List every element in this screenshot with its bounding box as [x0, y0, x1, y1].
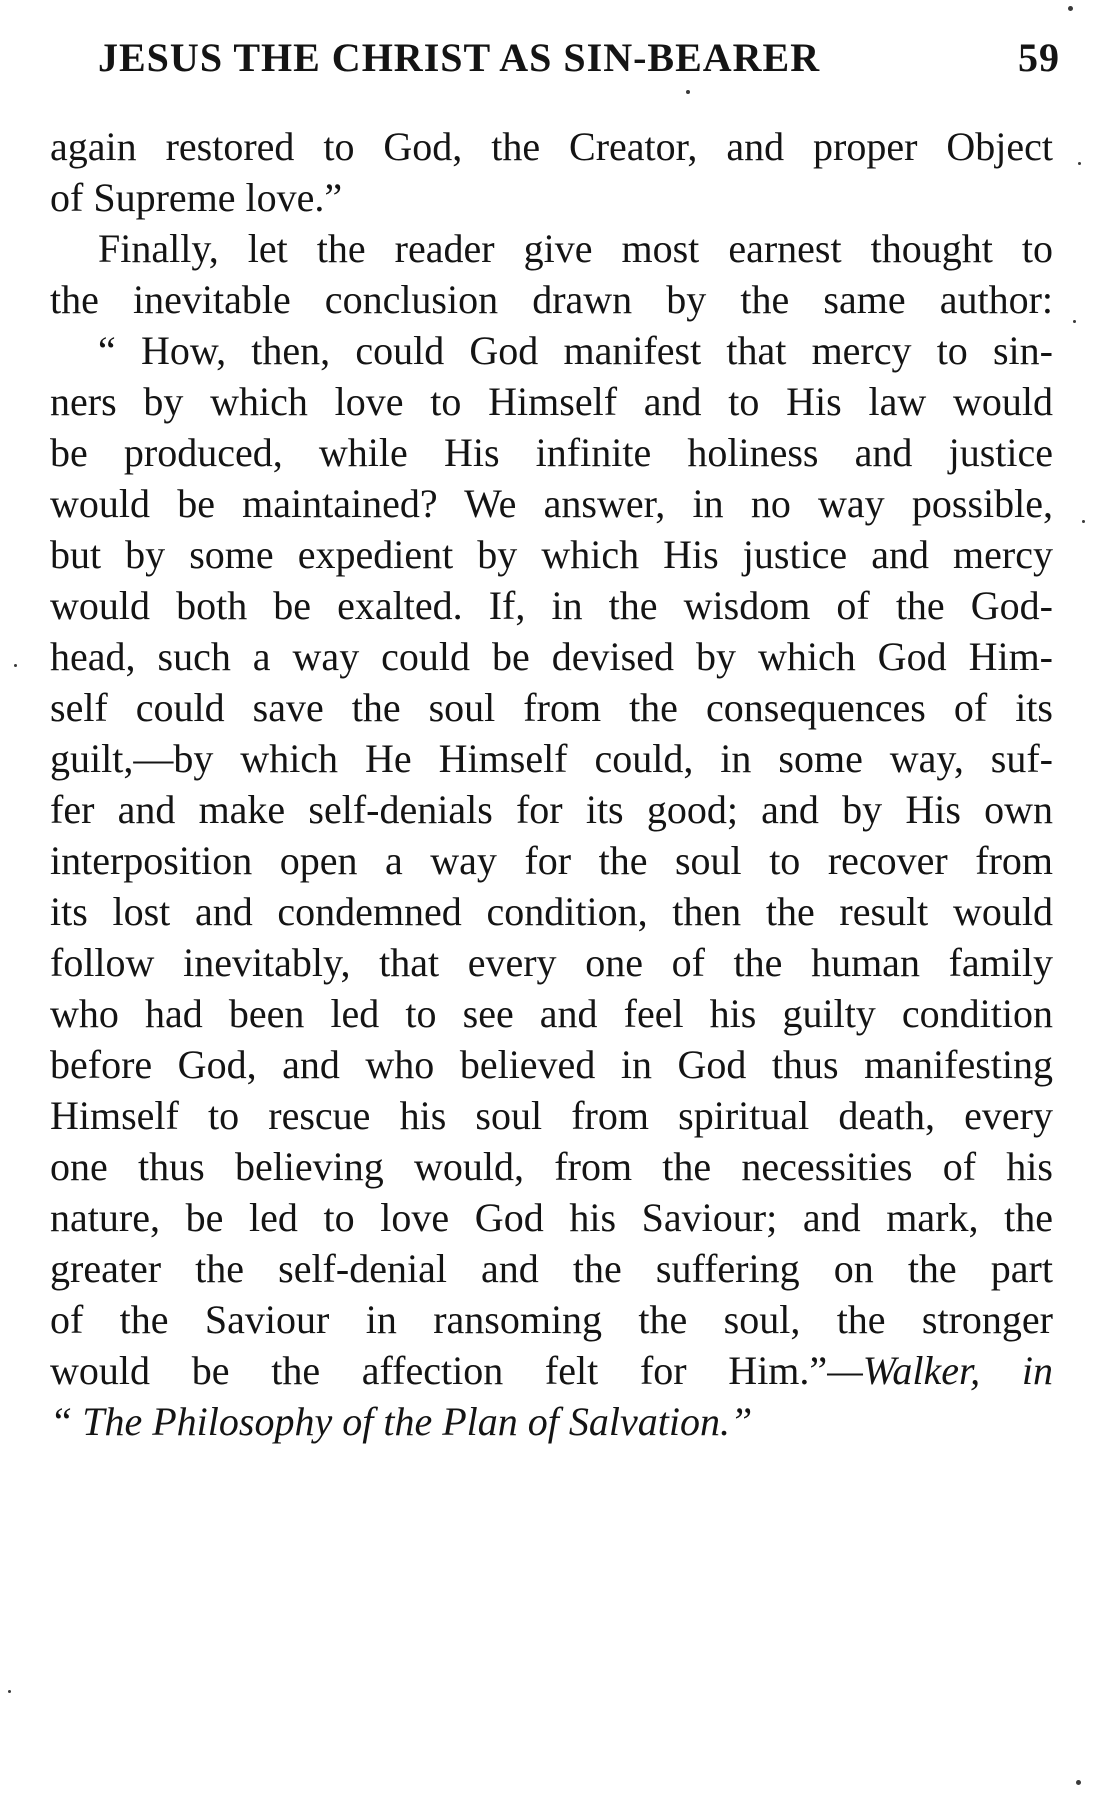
running-head-title: JESUS THE CHRIST AS SIN-BEARER	[98, 35, 821, 80]
text-line: the inevitable conclusion drawn by the same author:	[50, 277, 1053, 322]
text-line: ners by which love to Himself and to His law would	[50, 379, 1053, 424]
text-line: one thus believing would, from the necessities of his	[50, 1144, 1053, 1189]
text-line: would be maintained? We answer, in no way possible,	[50, 481, 1053, 526]
text-line: of Supreme love.”	[50, 175, 343, 220]
text-line: its lost and condemned condition, then the result would	[50, 889, 1053, 934]
scan-speck	[1078, 162, 1081, 165]
text-line: guilt,—by which He Himself could, in some way, suf-	[50, 736, 1053, 781]
page-number: 59	[1018, 35, 1060, 80]
text-line: who had been led to see and feel his guilty condition	[50, 991, 1053, 1036]
body-text	[50, 121, 1053, 1447]
text-line: follow inevitably, that every one of the human family	[50, 940, 1053, 985]
running-head	[98, 30, 1060, 86]
text-line-with-attribution	[50, 1345, 1053, 1396]
attribution-work-title: “ The Philosophy of the Plan of Salvation.”	[50, 1399, 753, 1444]
paragraph-start-line: Finally, let the reader give most earnest thought to	[98, 226, 1053, 271]
scan-speck	[1076, 1780, 1081, 1785]
quote-start-line: “ How, then, could God manifest that mercy to sin-	[98, 328, 1053, 373]
quote-end-text: would be the affection felt for Him.”	[50, 1348, 828, 1393]
text-line: nature, be led to love God his Saviour; and mark, the	[50, 1195, 1053, 1240]
text-line: of the Saviour in ransoming the soul, the stronger	[50, 1297, 1053, 1342]
text-line: but by some expedient by which His justice and mercy	[50, 532, 1053, 577]
scan-speck	[1068, 6, 1073, 11]
text-line: would both be exalted. If, in the wisdom of the God-	[50, 583, 1053, 628]
text-line: self could save the soul from the consequences of its	[50, 685, 1053, 730]
text-line: fer and make self-denials for its good; and by His own	[50, 787, 1053, 832]
text-line: head, such a way could be devised by which God Him-	[50, 634, 1053, 679]
text-line: again restored to God, the Creator, and proper Object	[50, 124, 1053, 169]
scan-speck	[1073, 320, 1076, 323]
text-line: be produced, while His infinite holiness and justice	[50, 430, 1053, 475]
scan-speck	[8, 1690, 11, 1693]
attribution-author: —Walker, in	[827, 1348, 1053, 1393]
scan-speck	[1082, 520, 1085, 523]
text-line: before God, and who believed in God thus manifesting	[50, 1042, 1053, 1087]
scan-speck	[686, 90, 690, 94]
text-line: greater the self-denial and the suffering on the part	[50, 1246, 1053, 1291]
book-page	[50, 0, 1060, 1800]
text-line: Himself to rescue his soul from spiritual death, every	[50, 1093, 1053, 1138]
scan-speck	[14, 664, 17, 667]
text-line: interposition open a way for the soul to recover from	[50, 838, 1053, 883]
